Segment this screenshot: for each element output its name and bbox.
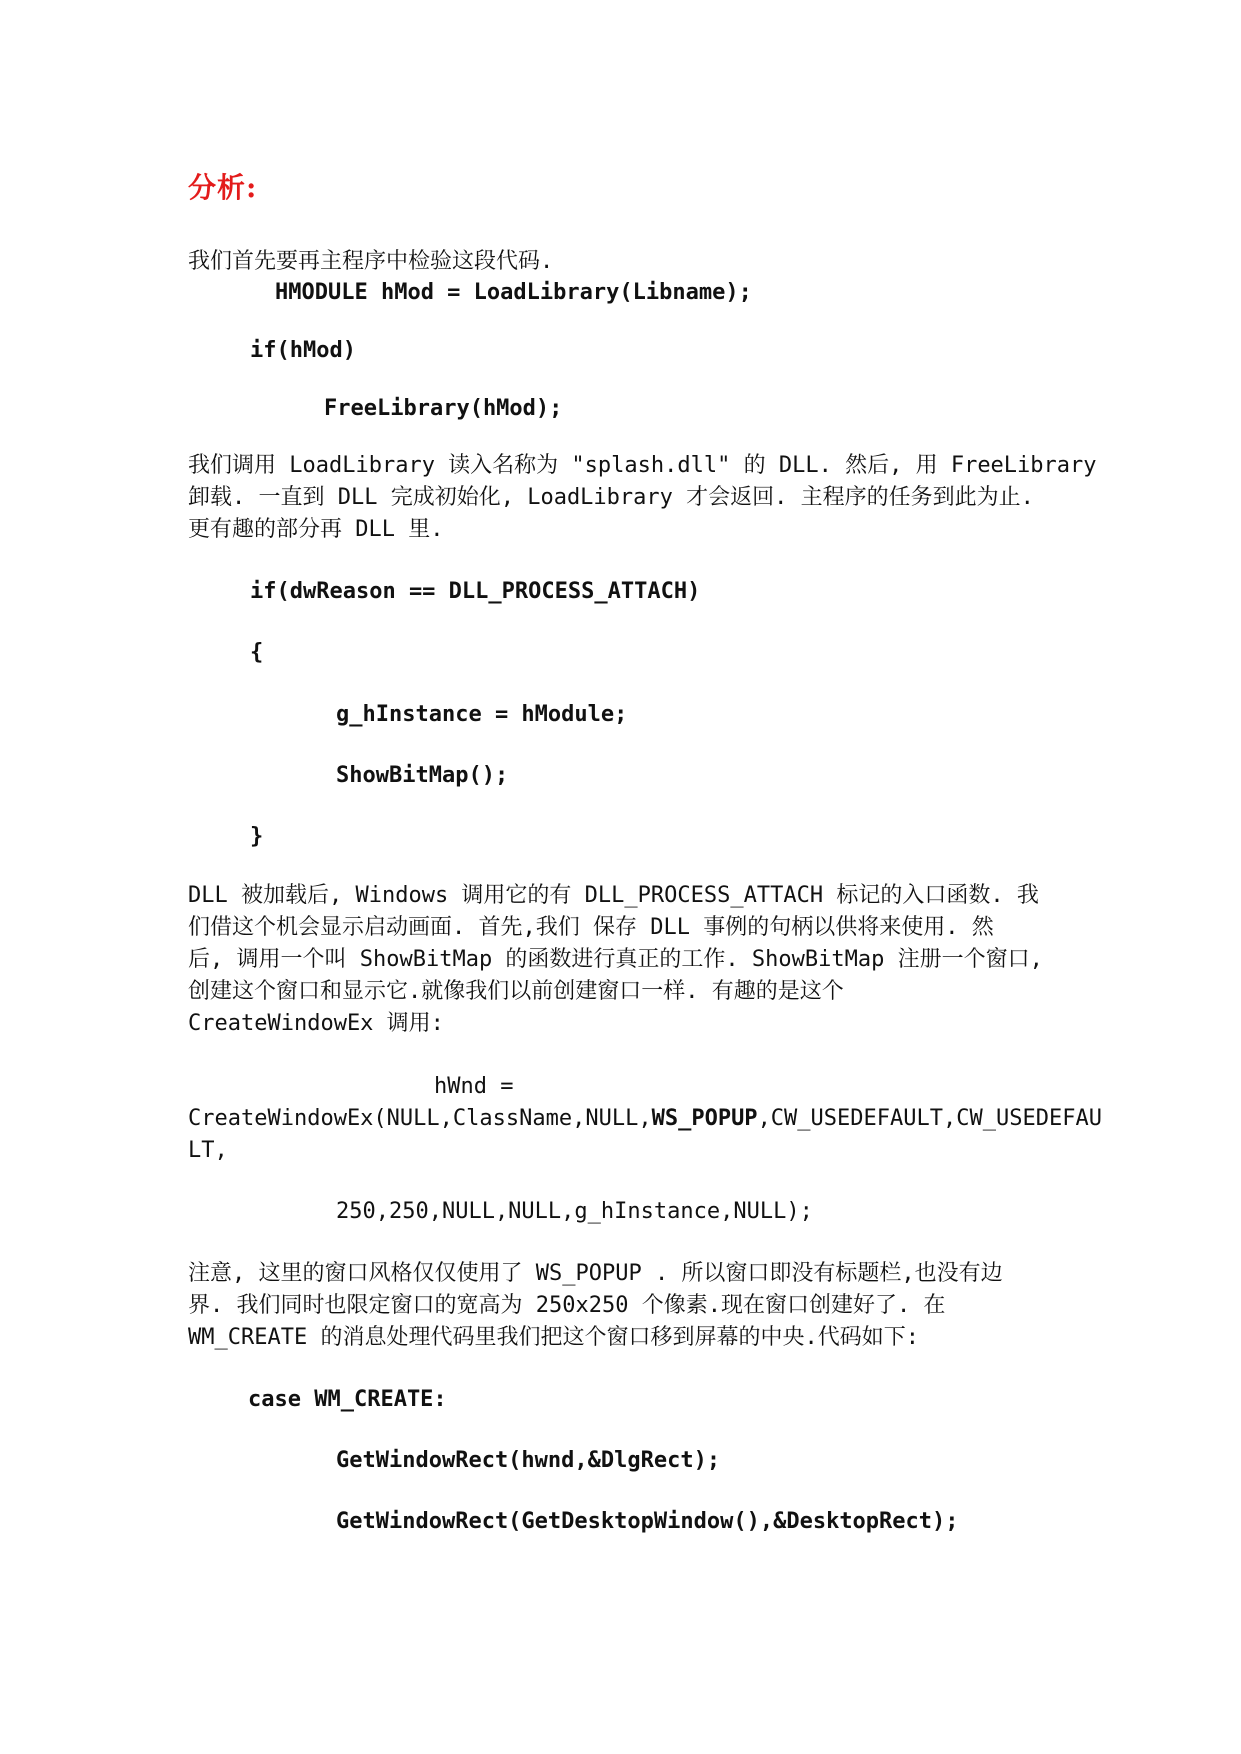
code-line-createwindow-args: 250,250,NULL,NULL,g_hInstance,NULL);	[336, 1199, 813, 1224]
code-line-freelibrary: FreeLibrary(hMod);	[324, 396, 563, 421]
code-line-lt: LT,	[188, 1138, 228, 1163]
para1-line2: 卸载. 一直到 DLL 完成初始化, LoadLibrary 才会返回. 主程序的任务到此为止.	[188, 485, 1034, 510]
para3-line3: WM_CREATE 的消息处理代码里我们把这个窗口移到屏幕的中央.代码如下:	[188, 1325, 919, 1350]
code-line-if-dwreason: if(dwReason == DLL_PROCESS_ATTACH)	[250, 579, 701, 604]
code-line-ghinstance: g_hInstance = hModule;	[336, 702, 628, 727]
code-line-loadlibrary: HMODULE hMod = LoadLibrary(Libname);	[275, 280, 752, 305]
code-line-open-brace: {	[250, 640, 264, 665]
para1-line1: 我们调用 LoadLibrary 读入名称为 "splash.dll" 的 DLL. 然后, 用 FreeLibrary	[188, 453, 1097, 478]
para1-line3: 更有趣的部分再 DLL 里.	[188, 517, 444, 542]
section-heading: 分析:	[188, 171, 258, 204]
para3-line2: 界. 我们同时也限定窗口的宽高为 250x250 个像素.现在窗口创建好了. 在	[188, 1293, 946, 1318]
para2-line4: 创建这个窗口和显示它.就像我们以前创建窗口一样. 有趣的是这个	[188, 979, 844, 1004]
code-line-showbitmap: ShowBitMap();	[336, 763, 509, 788]
code-line-case-wmcreate: case WM_CREATE:	[248, 1387, 447, 1412]
para2-line1: DLL 被加载后, Windows 调用它的有 DLL_PROCESS_ATTACH 标记的入口函数. 我	[188, 883, 1039, 908]
para2-line2: 们借这个机会显示启动画面. 首先,我们 保存 DLL 事例的句柄以供将来使用. 然	[188, 915, 994, 940]
code-line-hwnd: hWnd =	[434, 1074, 514, 1099]
createwindowex-prefix: CreateWindowEx(NULL,ClassName,NULL,	[188, 1106, 652, 1131]
para2-line5: CreateWindowEx 调用:	[188, 1011, 444, 1036]
code-line-getwindowrect-desktop: GetWindowRect(GetDesktopWindow(),&DesktopRect);	[336, 1509, 959, 1534]
code-line-close-brace: }	[250, 824, 264, 849]
para2-line3: 后, 调用一个叫 ShowBitMap 的函数进行真正的工作. ShowBitMap 注册一个窗口,	[188, 947, 1043, 972]
ws-popup-keyword: WS_POPUP	[651, 1106, 758, 1131]
code-line-createwindowex	[188, 1105, 1102, 1133]
code-line-if-hmod: if(hMod)	[250, 338, 356, 363]
code-line-getwindowrect-dlg: GetWindowRect(hwnd,&DlgRect);	[336, 1448, 721, 1473]
intro-text: 我们首先要再主程序中检验这段代码.	[188, 249, 554, 274]
para3-line1: 注意, 这里的窗口风格仅仅使用了 WS_POPUP . 所以窗口即没有标题栏,也没有边	[188, 1261, 1003, 1286]
createwindowex-suffix: ,CW_USEDEFAULT,CW_USEDEFAU	[757, 1106, 1102, 1131]
